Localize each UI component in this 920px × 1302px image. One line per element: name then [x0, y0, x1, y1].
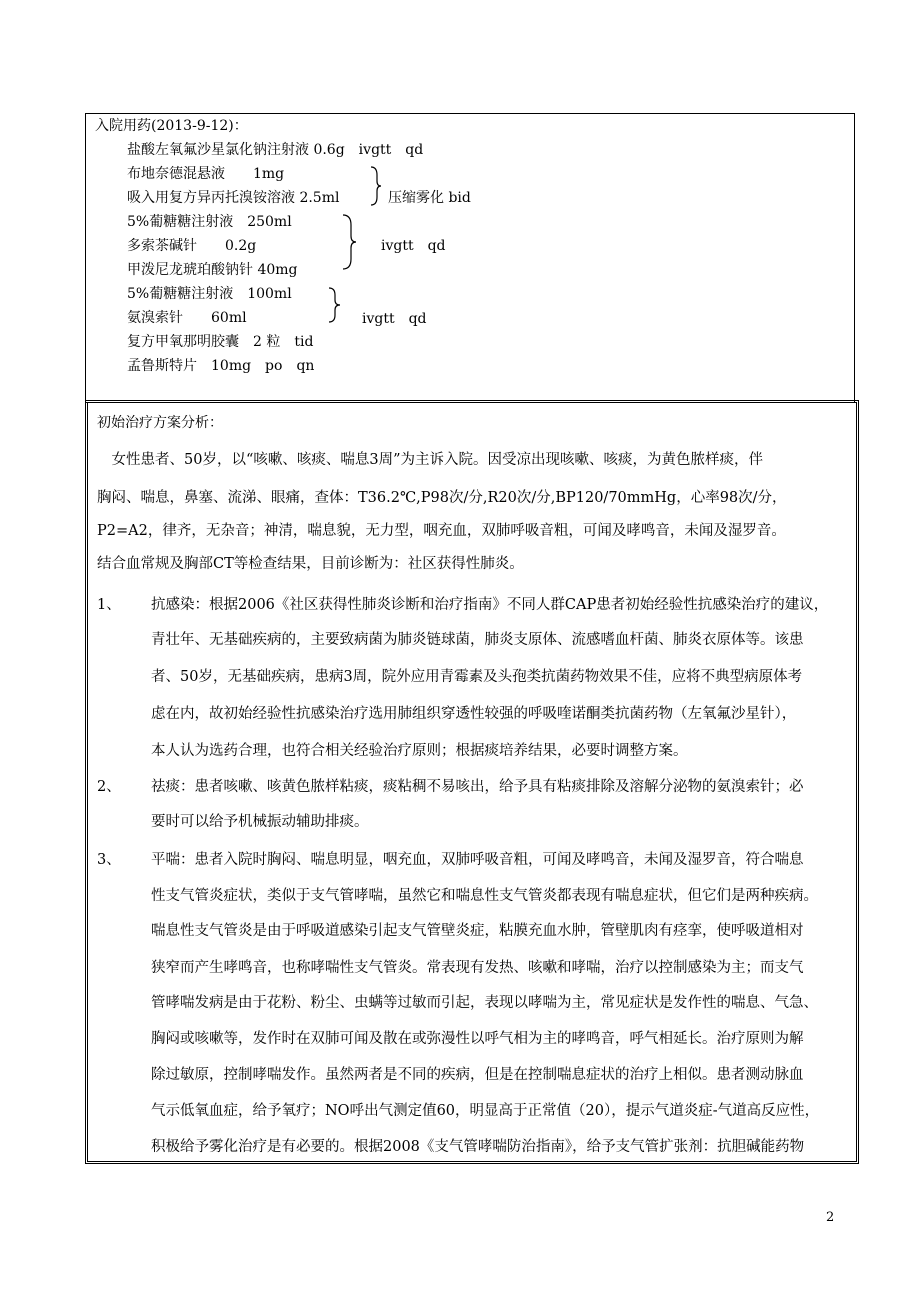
- item-line: 管哮喘发病是由于花粉、粉尘、虫螨等过敏而引起，表现以哮喘为主，常见症状是发作性的喘息、气急、: [151, 995, 818, 1011]
- brace-icon: [368, 165, 382, 207]
- item-line: 除过敏原，控制哮喘发作。虽然两者是不同的疾病，但是在控制喘息症状的治疗上相似。患者测动脉血: [151, 1067, 804, 1083]
- group-label-nebulizer: 压缩雾化 bid: [388, 190, 471, 206]
- item-number: 1、: [97, 597, 121, 613]
- item-line: 要时可以给予机械振动辅助排痰。: [151, 814, 369, 830]
- item-number: 3、: [97, 852, 121, 868]
- medication-line: 5%葡糖糖注射液 250ml: [127, 214, 292, 230]
- item-line: 气示低氧血症，给予氧疗；NO呼出气测定值60，明显高于正常值（20），提示气道炎症-气道高反应性，: [151, 1103, 820, 1119]
- item-line: 性支气管炎症状，类似于支气管哮喘，虽然它和喘息性支气管炎都表现有喘息症状，但它们是两种疾病。: [151, 888, 818, 904]
- analysis-heading: 初始治疗方案分析：: [97, 415, 223, 431]
- medication-heading: 入院用药(2013-9-12)：: [95, 118, 248, 134]
- group-label-ivgtt: ivgtt qd: [381, 238, 446, 254]
- item-line: 喘息性支气管炎是由于呼吸道感染引起支气管壁炎症，粘膜充血水肿，管壁肌肉有痉挛，使呼吸道相对: [151, 923, 804, 939]
- item-line: 狭窄而产生哮鸣音，也称哮喘性支气管炎。常表现有发热、咳嗽和哮喘，治疗以控制感染为主；而支气: [151, 960, 804, 976]
- medication-line: 复方甲氧那明胶囊 2 粒 tid: [127, 334, 314, 350]
- item-line: 积极给予雾化治疗是有必要的。根据2008《支气管哮喘防治指南》，给予支气管扩张剂：抗胆碱能药物: [151, 1139, 805, 1155]
- medication-line: 孟鲁斯特片 10mg po qn: [127, 358, 315, 374]
- medication-line: 盐酸左氧氟沙星氯化钠注射液 0.6g ivgtt qd: [127, 142, 424, 158]
- item-line: 虑在内，故初始经验性抗感染治疗选用肺组织穿透性较强的呼吸喹诺酮类抗菌药物（左氧氟沙星针），: [151, 706, 797, 722]
- brace-icon: [326, 286, 342, 324]
- page-number: 2: [826, 1210, 835, 1225]
- item-line: 平喘：患者入院时胸闷、喘息明显，咽充血，双肺呼吸音粗，可闻及哮鸣音，未闻及湿罗音，符合喘息: [151, 852, 804, 868]
- item-line: 本人认为选药合理，也符合相关经验治疗原则；根据痰培养结果，必要时调整方案。: [151, 743, 688, 759]
- item-line: 胸闷或咳嗽等，发作时在双肺可闻及散在或弥漫性以呼气相为主的哮鸣音，呼气相延长。治疗原则为解: [151, 1031, 804, 1047]
- intro-line: 女性患者、50岁，以“咳嗽、咳痰、喘息3周”为主诉入院。因受凉出现咳嗽、咳痰，为黄色脓样痰，伴: [97, 452, 763, 468]
- intro-line: P2=A2，律齐，无杂音；神清，喘息貌，无力型，咽充血，双肺呼吸音粗，可闻及哮鸣音，未闻及湿罗音。: [97, 523, 786, 539]
- medication-line: 甲泼尼龙琥珀酸钠针 40mg: [127, 262, 298, 278]
- medication-line: 布地奈德混悬液 1mg: [127, 166, 285, 182]
- medication-line: 氨溴索针 60ml: [127, 310, 247, 326]
- item-line: 者、50岁，无基础疾病，患病3周，院外应用青霉素及头孢类抗菌药物效果不佳，应将不典型病原体考: [151, 669, 803, 685]
- intro-line: 胸闷、喘息，鼻塞、流涕、眼痛，查体：T36.2℃,P98次/分,R20次/分,BP120/70mmHg，心率98次/分，: [97, 490, 787, 506]
- item-line: 祛痰：患者咳嗽、咳黄色脓样粘痰，痰粘稠不易咳出，给予具有粘痰排除及溶解分泌物的氨溴索针；必: [151, 779, 804, 795]
- group-label-ivgtt: ivgtt qd: [362, 311, 427, 327]
- medication-line: 吸入用复方异丙托溴铵溶液 2.5ml: [127, 190, 340, 206]
- medication-line: 5%葡糖糖注射液 100ml: [127, 286, 292, 302]
- medication-line: 多索茶碱针 0.2g: [127, 238, 257, 254]
- brace-icon: [340, 213, 358, 271]
- item-line: 青壮年、无基础疾病的，主要致病菌为肺炎链球菌，肺炎支原体、流感嗜血杆菌、肺炎衣原体等。该患: [151, 632, 804, 648]
- item-number: 2、: [97, 779, 121, 795]
- intro-line: 结合血常规及胸部CT等检查结果，目前诊断为：社区获得性肺炎。: [97, 556, 524, 572]
- item-line: 抗感染：根据2006《社区获得性肺炎诊断和治疗指南》不同人群CAP患者初始经验性抗感染治疗的建议，: [151, 597, 829, 613]
